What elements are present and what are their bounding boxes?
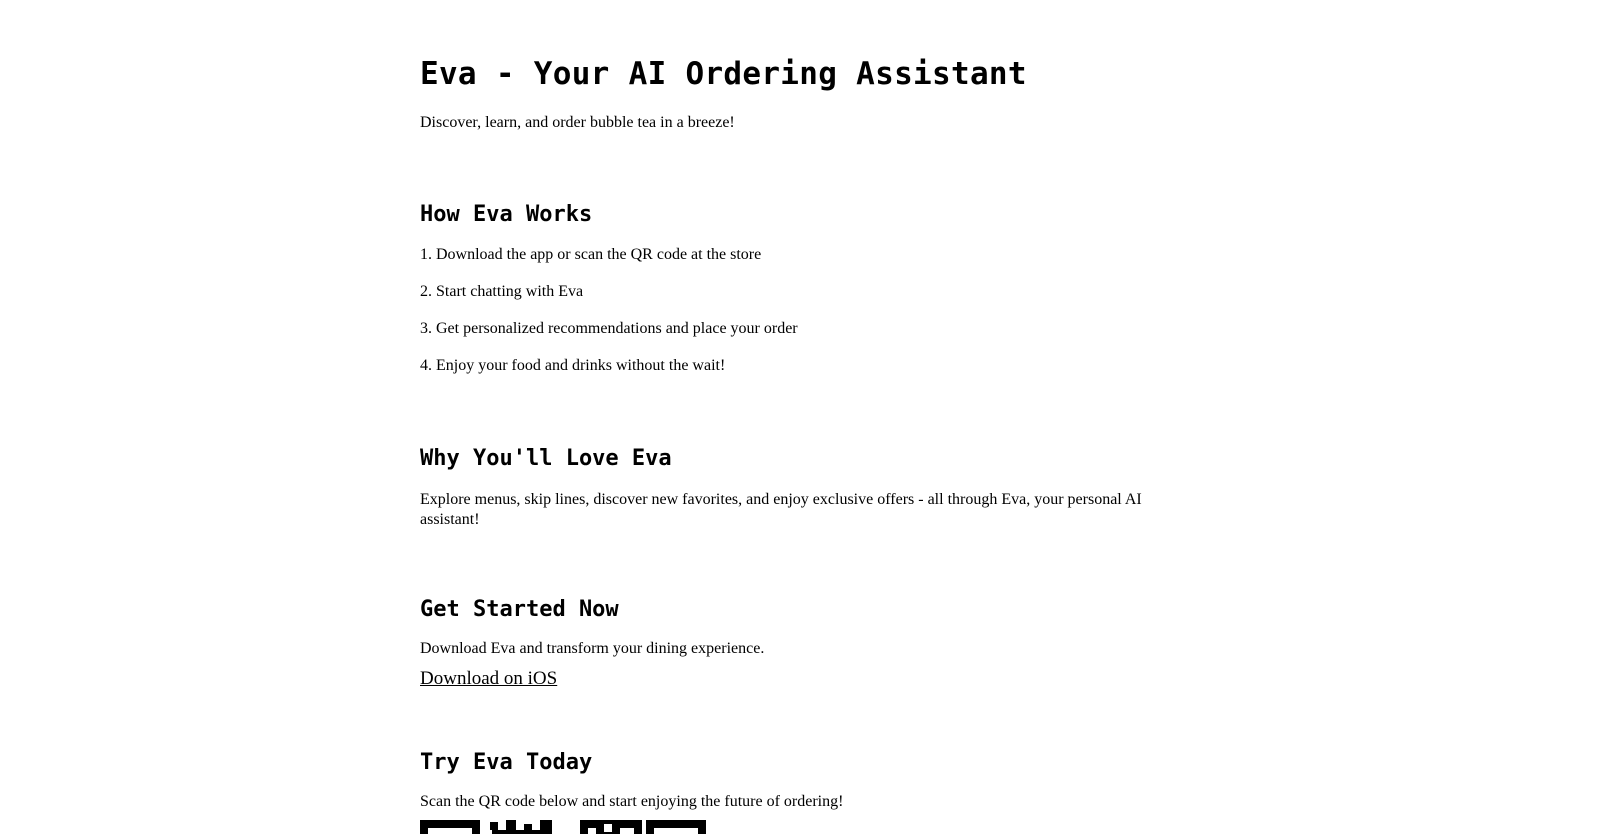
download-ios-link[interactable]: Download on iOS xyxy=(420,668,558,689)
step-item: 4. Enjoy your food and drinks without the wait! xyxy=(420,357,726,374)
step-item: 2. Start chatting with Eva xyxy=(420,283,584,300)
why-love-text: Explore menus, skip lines, discover new favorites, and enjoy exclusive offers - all through Eva, your personal AI assistant! xyxy=(420,491,1142,528)
qr-code-icon xyxy=(420,820,706,834)
get-started-heading: Get Started Now xyxy=(420,597,619,622)
how-it-works-heading: How Eva Works xyxy=(420,202,593,227)
step-item: 1. Download the app or scan the QR code at the store xyxy=(420,246,762,263)
try-today-heading: Try Eva Today xyxy=(420,750,593,775)
why-love-heading: Why You'll Love Eva xyxy=(420,446,672,471)
page-title: Eva - Your AI Ordering Assistant xyxy=(420,56,1027,92)
step-item: 3. Get personalized recommendations and place your order xyxy=(420,320,798,337)
try-today-text: Scan the QR code below and start enjoying the future of ordering! xyxy=(420,793,844,810)
tagline: Discover, learn, and order bubble tea in a breeze! xyxy=(420,114,735,131)
get-started-text: Download Eva and transform your dining experience. xyxy=(420,640,765,657)
